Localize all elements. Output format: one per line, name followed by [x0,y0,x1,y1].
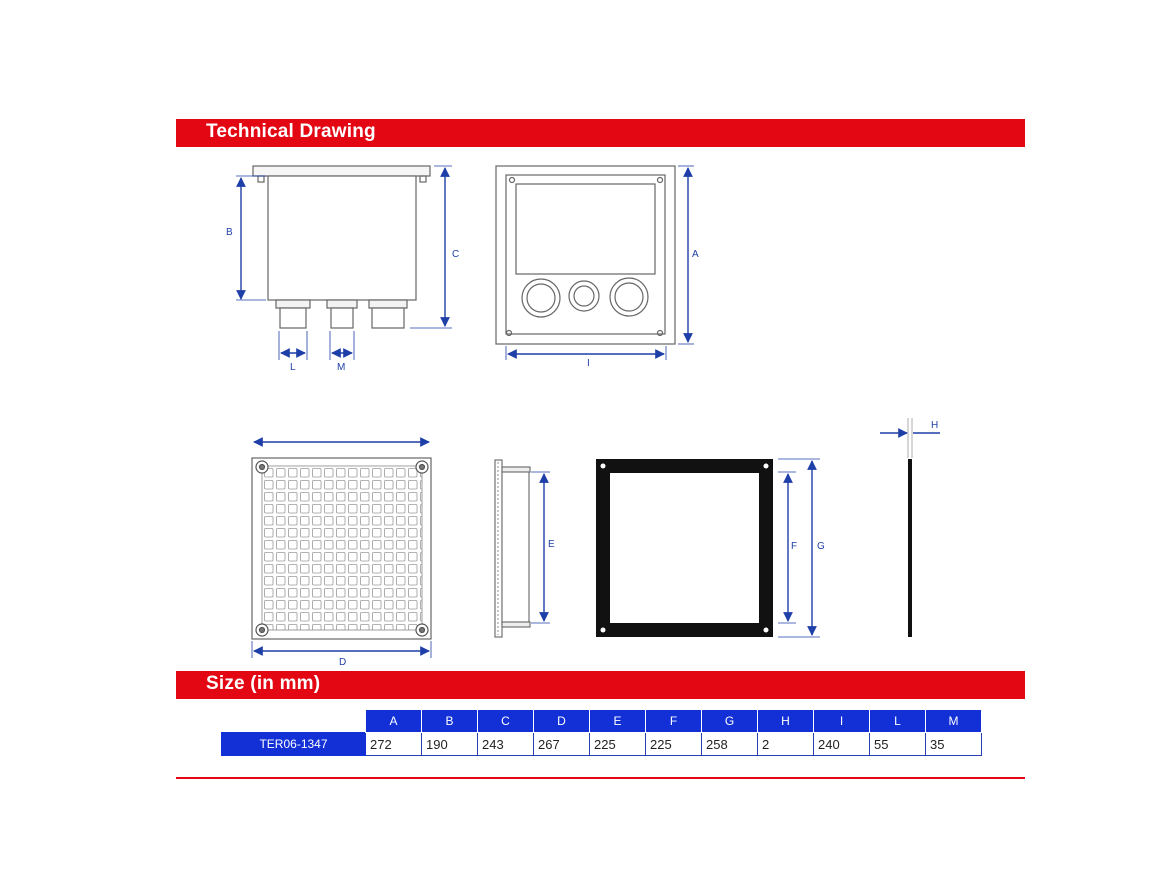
size-table-header: M [926,710,982,733]
dim-label-l: L [290,362,296,373]
gasket-edge [908,418,912,637]
dim-label-f: F [791,541,798,552]
dim-label-e: E [548,539,555,550]
dim-label-a: A [692,249,699,260]
dim-label-b: B [226,227,233,238]
dim-label-h: H [931,420,939,431]
model-code: TER06-1347 [222,733,366,756]
size-value: 35 [926,733,982,756]
size-value: 258 [702,733,758,756]
size-table-header: E [590,710,646,733]
size-table-header: F [646,710,702,733]
size-value: 190 [422,733,478,756]
size-table-header-row [222,710,982,733]
size-value: 55 [870,733,926,756]
dim-label-g: G [817,541,825,552]
size-table-header: L [870,710,926,733]
gasket-frame [596,459,773,637]
size-value: 272 [366,733,422,756]
dim-label-m: M [337,362,346,373]
size-table-header: C [478,710,534,733]
size-table-header: H [758,710,814,733]
size-table [221,709,982,756]
front-view [496,166,675,344]
size-value: 267 [534,733,590,756]
size-value: 243 [478,733,534,756]
size-table-header: A [366,710,422,733]
size-value: 225 [646,733,702,756]
size-banner [176,671,1025,699]
dim-label-d: D [339,657,347,668]
dim-label-c: C [452,249,460,260]
gasket-dimensions [778,459,820,637]
side-view [253,166,430,328]
size-table-header: I [814,710,870,733]
dim-label-i: I [587,358,590,369]
size-table-header: B [422,710,478,733]
size-table-corner [222,710,366,733]
technical-drawing-title: Technical Drawing [206,121,376,142]
size-table-header: G [702,710,758,733]
lid-plate [252,458,431,639]
size-value: 240 [814,733,870,756]
table-row [222,733,982,756]
size-value: 2 [758,733,814,756]
size-value: 225 [590,733,646,756]
frame-profile [495,460,530,637]
size-title: Size (in mm) [206,673,321,694]
footer-divider [176,777,1025,779]
size-table-header: D [534,710,590,733]
